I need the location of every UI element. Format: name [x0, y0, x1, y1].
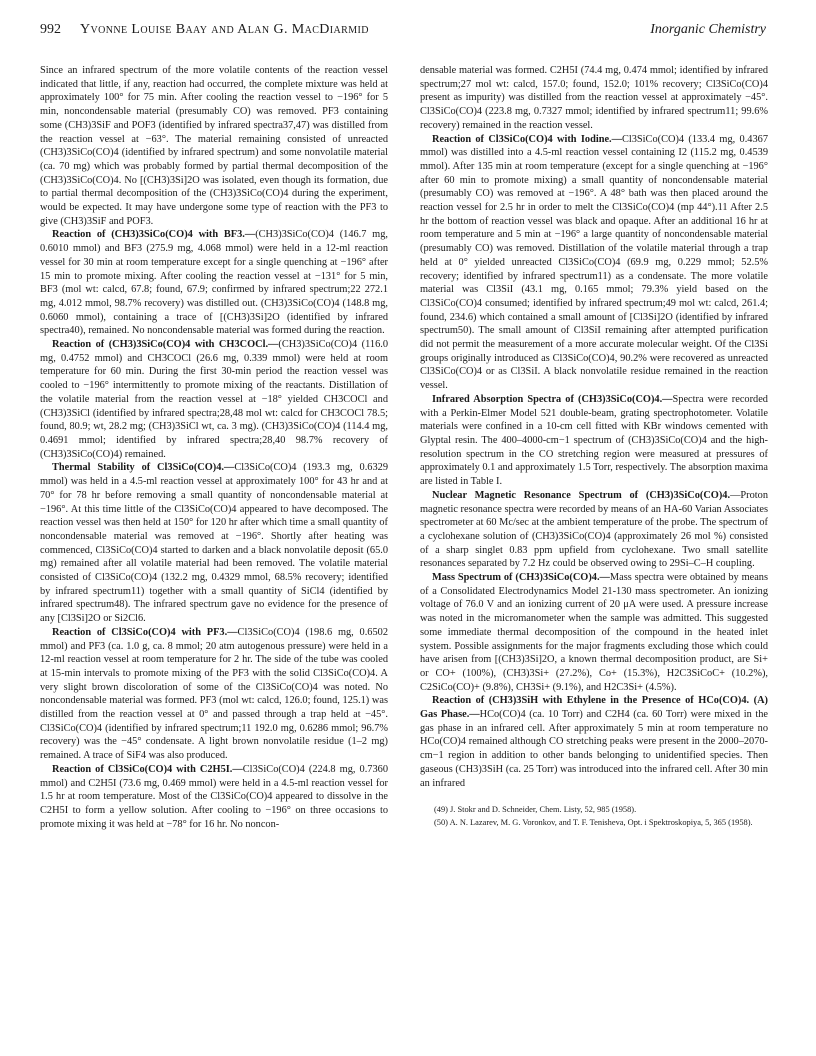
page-number: 992	[40, 22, 61, 37]
paragraph: Reaction of Cl3SiCo(CO)4 with PF3.—Cl3SiCo(CO)4 (198.6 mg, 0.6502 mmol) and PF3 (ca. 1.0 g, ca. 8 mmol; 20 atm autogenous pressure) were held in a 12-ml reaction vessel at room temperature for 2 hr. The side of the tube was cooled at 15-min intervals to promote mixing of the PF3 with the solid Cl3SiCo(CO)4. A very slight brown discoloration of some of the Cl3SiCo(CO)4 was noted. No noncondensable material was formed. PF3 (mol wt: calcd, 126.0; found, 125.1) was distilled from the reaction vessel at 0° and passed through a trap held at −45°. Cl3SiCo(CO)4 (identified by infrared spectrum;11 192.0 mg, 0.6286 mmol; 96.7% recovery) was the −45° condensate. A light brown nonvolatile residue (1–2 mg) remained. A trace of SiF4 was also produced.	[40, 626, 388, 762]
running-authors: Yvonne Louise Baay and Alan G. MacDiarmid	[80, 22, 369, 37]
paragraph: Since an infrared spectrum of the more volatile contents of the reaction vessel indicated that little, if any, reaction had occurred, the complete mixture was held at approximately 100° for 75 min. After cooling the reaction vessel to −196° for 5 min, noncondensable material (presumably CO) was removed. PF3 containing some (CH3)3SiF and POF3 (identified by infrared spectra37,47) was distilled from the reaction vessel at −63°. The material remaining consisted of unreacted (CH3)3SiCo(CO)4 (identified by infrared spectrum) and some nonvolatile material (ca. 70 mg) which was probably formed by partial thermal decomposition of the (CH3)3SiCo(CO)4. No [(CH3)3Si]2O was isolated, even though its formation, due to partial thermal decomposition of the (CH3)3SiCo(CO)4 during the experiment, would be expected. It may have undergone some type of reaction with the PF3 to give (CH3)3SiF and POF3.	[40, 65, 388, 227]
section-heading: Reaction of (CH3)3SiCo(CO)4 with BF3.—	[52, 229, 256, 241]
paragraph: Reaction of (CH3)3SiH with Ethylene in the Presence of HCo(CO)4. (A) Gas Phase.—HCo(CO)4 (ca. 10 Torr) and C2H4 (ca. 60 Torr) were mixed in the gas phase in an infrared cell. After approximately 5 min at room temperature no HCo(CO)4 remained although CO stretching peaks were present in the 2000–2070-cm−1 region in addition to other bands belonging to unidentified species. Then gaseous (CH3)3SiH (ca. 25 Torr) was introduced into the infrared cell. After 30 min an infrared	[420, 695, 768, 789]
section-heading: Thermal Stability of Cl3SiCo(CO)4.—	[52, 462, 235, 474]
section-heading: Infrared Absorption Spectra of (CH3)3SiCo(CO)4.—	[432, 393, 673, 405]
left-column	[40, 64, 388, 831]
section-heading: Reaction of Cl3SiCo(CO)4 with PF3.—	[52, 626, 238, 638]
section-heading: Reaction of Cl3SiCo(CO)4 with C2H5I.—	[52, 763, 243, 775]
footnote: (49) J. Stokr and D. Schneider, Chem. Listy, 52, 985 (1958).	[434, 805, 637, 815]
journal-title: Inorganic Chemistry	[650, 22, 766, 37]
paragraph: Reaction of (CH3)3SiCo(CO)4 with BF3.—(CH3)3SiCo(CO)4 (146.7 mg, 0.6010 mmol) and BF3 (275.9 mg, 4.068 mmol) were held in a 12-ml reaction vessel for 30 min at room temperature except for a single quenching at −196° after 15 min to promote mixing. After cooling the reaction vessel at −131° for 5 min, BF3 (mol wt: calcd, 67.8; found, 67.9; confirmed by infrared spectrum;22 272.1 mg, 4.012 mmol, 98.7% recovery) was distilled out. (CH3)3SiCo(CO)4 (148.8 mg, 0.6060 mmol), containing a trace of [(CH3)3Si]2O (identified by infrared spectra40), remained. No noncondensable material was formed during the reaction.	[40, 229, 388, 337]
footnotes	[420, 804, 768, 828]
running-header	[40, 22, 766, 44]
right-column	[420, 64, 768, 829]
section-heading: Reaction of (CH3)3SiCo(CO)4 with CH3COCl.—	[52, 339, 279, 351]
footnote: (50) A. N. Lazarev, M. G. Voronkov, and T. F. Tenisheva, Opt. i Spektroskopiya, 5, 365 (1958).	[434, 817, 753, 827]
paragraph: Reaction of (CH3)3SiCo(CO)4 with CH3COCl.—(CH3)3SiCo(CO)4 (116.0 mg, 0.4752 mmol) and CH3COCl (26.6 mg, 0.339 mmol) were held at room temperature for 60 min. During the first 30-min period the reaction vessel was cooled to −196° intermittently to promote mixing of the reactants. Distillation of the volatile material from the reaction vessel at −18° yielded CH3COCl and (CH3)3SiCl (identified by infrared spectra;28,48 mol wt: calcd for CH3COCl 78.5; found, 80.9; wt, 28.2 mg; (CH3)3SiCl wt, ca. 3 mg). (CH3)3SiCo(CO)4 (114.4 mg, 0.4691 mmol; identified by infrared spectra;28,40 98.7% recovery of (CH3)3SiCo(CO)4) remained.	[40, 339, 388, 460]
paragraph: Mass Spectrum of (CH3)3SiCo(CO)4.—Mass spectra were obtained by means of a Consolidated Electrodynamics Model 21-130 mass spectrometer. An ionizing voltage of 76.0 V and an ionizing current of 20 μA were used. A pressure increase was noted in the micromanometer when the sample was admitted. This suggested some immediate thermal decomposition of the compound in the heated inlet system. Possible assignments for the major fragments excluding those which could have arisen from [(CH3)3Si]2O, a known thermal decomposition product, are Si+ or CO+ (100%), (CH3)3Si+ (27.2%), Co+ (15.3%), H2C3SiCoC+ (10.2%), C2SiCo(CO)+ (9.8%), CH3Si+ (9.1%), and H2C3Si+ (4.5%).	[420, 572, 768, 693]
section-heading: Nuclear Magnetic Resonance Spectrum of (CH3)3SiCo(CO)4.	[432, 489, 731, 501]
paragraph: Reaction of Cl3SiCo(CO)4 with Iodine.—Cl3SiCo(CO)4 (133.4 mg, 0.4367 mmol) was distilled into a 4.5-ml reaction vessel containing I2 (115.2 mg, 0.4539 mmol). After 135 min at room temperature (except for a single quenching at −196° after 60 min to promote mixing) a small quantity of noncondensable material (presumably CO) was removed at −196°. A 48° bath was then placed around the reaction vessel for 2.5 hr in order to melt the Cl3SiCo(CO)4 (mp 44°).11 After 2.5 hr the bottom of reaction vessel was black and opaque. After an additional 16 hr at room temperature and 5 min at −196° a large quantity of noncondensable material (presumably CO) was removed. Distillation of the volatile material through a trap held at 0° yielded unreacted Cl3SiCo(CO)4 (69.9 mg, 0.229 mmol; 52.5% recovery; identified by infrared spectrum11) as a condensate. The more volatile material was Cl3SiI (43.1 mg, 0.165 mmol; 79.3% yield based on the Cl3SiCo(CO)4 consumed; identified by infrared spectrum;49 mol wt: calcd, 261.4; found, 234.6) which contained a small amount of [Cl3Si]2O (identified by infrared spectrum50). The small amount of Cl3SiI remaining after attempted purification did not permit the measurement of a more accurate molecular weight. Of the Cl3Si groups originally introduced as Cl3SiCo(CO)4, 90.2% were recovered as unreacted Cl3SiCo(CO)4 or as Cl3SiI. A black nonvolatile residue remained in the reaction vessel.	[420, 133, 768, 392]
section-heading: Reaction of Cl3SiCo(CO)4 with Iodine.—	[432, 133, 622, 145]
paragraph: Infrared Absorption Spectra of (CH3)3SiCo(CO)4.—Spectra were recorded with a Perkin-Elmer Model 521 double-beam, grating spectrophotometer. Volatile materials were confined in a 10-cm cell fitted with KBr windows cemented with Glyptal resin. The 400–4000-cm−1 spectrum of (CH3)3SiCo(CO)4 and the high-resolution spectrum in the CO stretching region were measured at pressures of approximately 0.1 and approximately 1.5 Torr, respectively. The absorption maxima are listed in Table I.	[420, 393, 768, 488]
paragraph: densable material was formed. C2H5I (74.4 mg, 0.474 mmol; identified by infrared spectrum;27 mol wt: calcd, 157.0; found, 152.0; 101% recovery; Cl3SiCo(CO)4 present as impurity) was distilled from the reaction vessel at approximately −45°. Cl3SiCo(CO)4 (223.8 mg, 0.7327 mmol; identified by infrared spectrum11; 99.6% recovery) remained in the reaction vessel.	[420, 65, 768, 131]
section-heading: Mass Spectrum of (CH3)3SiCo(CO)4.—	[432, 572, 610, 584]
paragraph: Nuclear Magnetic Resonance Spectrum of (CH3)3SiCo(CO)4.—Proton magnetic resonance spectra were recorded by means of an HA-60 Varian Associates spectrometer at 60 Mc/sec at the ambient temperature of the probe. The spectrum of a cyclohexane solution of (CH3)3SiCo(CO)4 (approximately 26 mol %) consisted of a sharp singlet 0.83 ppm upfield from cyclohexane. Two small satellite resonances separated by 7.2 Hz could be observed owing to 29Si–C–H coupling.	[420, 489, 768, 570]
section-heading: Reaction of (CH3)3SiH with Ethylene in the Presence of HCo(CO)4. (A) Gas Phase.—	[420, 695, 768, 721]
paragraph: Thermal Stability of Cl3SiCo(CO)4.—Cl3SiCo(CO)4 (193.3 mg, 0.6329 mmol) was held in a 4.5-ml reaction vessel at approximately 100° for 43 hr and at 70° for 78 hr before removing a small quantity of noncondensable material at −196°. At this time little of the Cl3SiCo(CO)4 appeared to have decomposed. The reaction vessel was then held at 150° for 120 hr after which time a small quantity of noncondensable material was removed at −196°. Shortly after heating was commenced, Cl3SiCo(CO)4 started to darken and a black nonvolatile deposit (65.0 mg) remained after all volatile material had been removed. The volatile material consisted of Cl3SiCo(CO)4 (132.2 mg, 0.4329 mmol, 68.5% recovery; identified by infrared spectrum11) together with a small quantity of SiCl4 (identified by infrared spectrum48). The infrared spectrum gave no evidence for the presence of any [Cl3Si]2O or Si2Cl6.	[40, 462, 388, 625]
paragraph: Reaction of Cl3SiCo(CO)4 with C2H5I.—Cl3SiCo(CO)4 (224.8 mg, 0.7360 mmol) and C2H5I (73.6 mg, 0.469 mmol) were held in a 4.5-ml reaction vessel for 1.5 hr at room temperature. Most of the Cl3SiCo(CO)4 appeared to dissolve in the C2H5I to form a yellow solution. After cooling to −196° on three occasions to promote mixing it was held at −78° for 16 hr. No noncon-	[40, 763, 388, 830]
